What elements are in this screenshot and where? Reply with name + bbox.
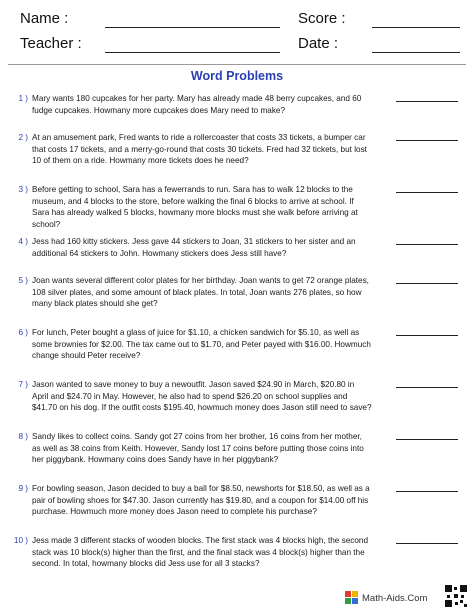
answer-line[interactable] [396, 244, 458, 245]
problem-number: 1 ) [18, 94, 28, 103]
answer-line[interactable] [396, 543, 458, 544]
problem-text: Jason wanted to save money to buy a newoutfit. Jason saved $24.90 in March, $20.80 in April and $24.70 in May. However, he also had to spend $26.20 on school supplies and $41.70 on his dog. If the outfit costs $195.40, howmuch money does Jason still need to save? [32, 380, 372, 412]
problem-number: 3 ) [18, 185, 28, 194]
problem-text: For lunch, Peter bought a glass of juice for $1.10, a chicken sandwich for $5.10, as well as some brownies for $2.00. The tax came out to $1.70, and Peter payed with $16.00. Howmuch change should Peter receive? [32, 328, 371, 360]
answer-line[interactable] [396, 335, 458, 336]
problem-number: 8 ) [18, 432, 28, 441]
score-label: Score : [298, 10, 346, 27]
answer-line[interactable] [396, 387, 458, 388]
name-field[interactable] [105, 27, 280, 28]
problem-text: At an amusement park, Fred wants to ride a rollercoaster that costs 33 tickets, a bumper car that costs 17 tickets, and a merry-go-round that costs 30 tickets. Fred had 32 tickets, but lost 10 of them on a ride. Howmany more tickets does he need? [32, 133, 367, 165]
problem-number: 10 ) [13, 536, 28, 545]
answer-line[interactable] [396, 192, 458, 193]
score-field[interactable] [372, 27, 460, 28]
answer-line[interactable] [396, 491, 458, 492]
problem-number: 7 ) [18, 380, 28, 389]
answer-line[interactable] [396, 101, 458, 102]
problem-text: Jess made 3 different stacks of wooden blocks. The first stack was 4 blocks high, the second stack was 10 block(s) higher than the first, and the final stack was 4 block(s) higher than the second. In total, howmany blocks did Jess use for all 3 stacks? [32, 536, 369, 568]
answer-line[interactable] [396, 140, 458, 141]
problem-text: Mary wants 180 cupcakes for her party. Mary has already made 48 berry cupcakes, and 60 fudge cupcakes. Howmany more cupcakes does Mary need to make? [32, 94, 362, 115]
problem-number: 9 ) [18, 484, 28, 493]
problem-text: For bowling season, Jason decided to buy a ball for $8.50, newshorts for $18.50, as well as a pair of bowling shoes for $47.30. Jason currently has $19.80, and a coupon for $14.00 off his purchase. Howmuch more money does Jason need to complete his purchase? [32, 484, 370, 516]
name-label: Name : [20, 10, 69, 27]
problem-number: 6 ) [18, 328, 28, 337]
answer-line[interactable] [396, 283, 458, 284]
teacher-field[interactable] [105, 52, 280, 53]
worksheet-title: Word Problems [190, 69, 284, 83]
site-logo [345, 590, 427, 606]
site-name: Math-Aids.Com [362, 592, 428, 604]
problem-number: 2 ) [18, 133, 28, 142]
qr-code-icon [445, 585, 467, 607]
problem-number: 4 ) [18, 237, 28, 246]
problem-text: Before getting to school, Sara has a fewerrands to run. Sara has to walk 12 blocks to the museum, and 4 blocks to the store, before walking the final 6 blocks to arrive at school. If Sara has already walked 5 blocks, howmany more blocks must she walk before arriving at school? [32, 185, 358, 229]
problem-number: 5 ) [18, 276, 28, 285]
problem-text: Sandy likes to collect coins. Sandy got 27 coins from her brother, 16 coins from her mother, as well as 38 coins from Keith. However, Sandy lost 17 coins before putting those coins into her piggybank. Howmany coins does Sandy have in her piggybank? [32, 432, 364, 464]
problem-text: Jess had 160 kitty stickers. Jess gave 44 stickers to Joan, 31 stickers to her sister and an additional 64 stickers to John. Howmany stickers does Jess still have? [32, 237, 356, 258]
date-label: Date : [298, 35, 339, 52]
teacher-label: Teacher : [20, 35, 82, 52]
answer-line[interactable] [396, 439, 458, 440]
worksheet-header [0, 0, 474, 62]
date-field[interactable] [372, 52, 460, 53]
logo-blocks-icon [345, 591, 359, 605]
header-divider [8, 64, 466, 65]
problem-text: Joan wants several different color plates for her birthday. Joan wants to get 72 orange plates, 108 silver plates, and some amount of black plates. In total, Joan wants 276 plates, so how many black plates should she get? [32, 276, 369, 308]
